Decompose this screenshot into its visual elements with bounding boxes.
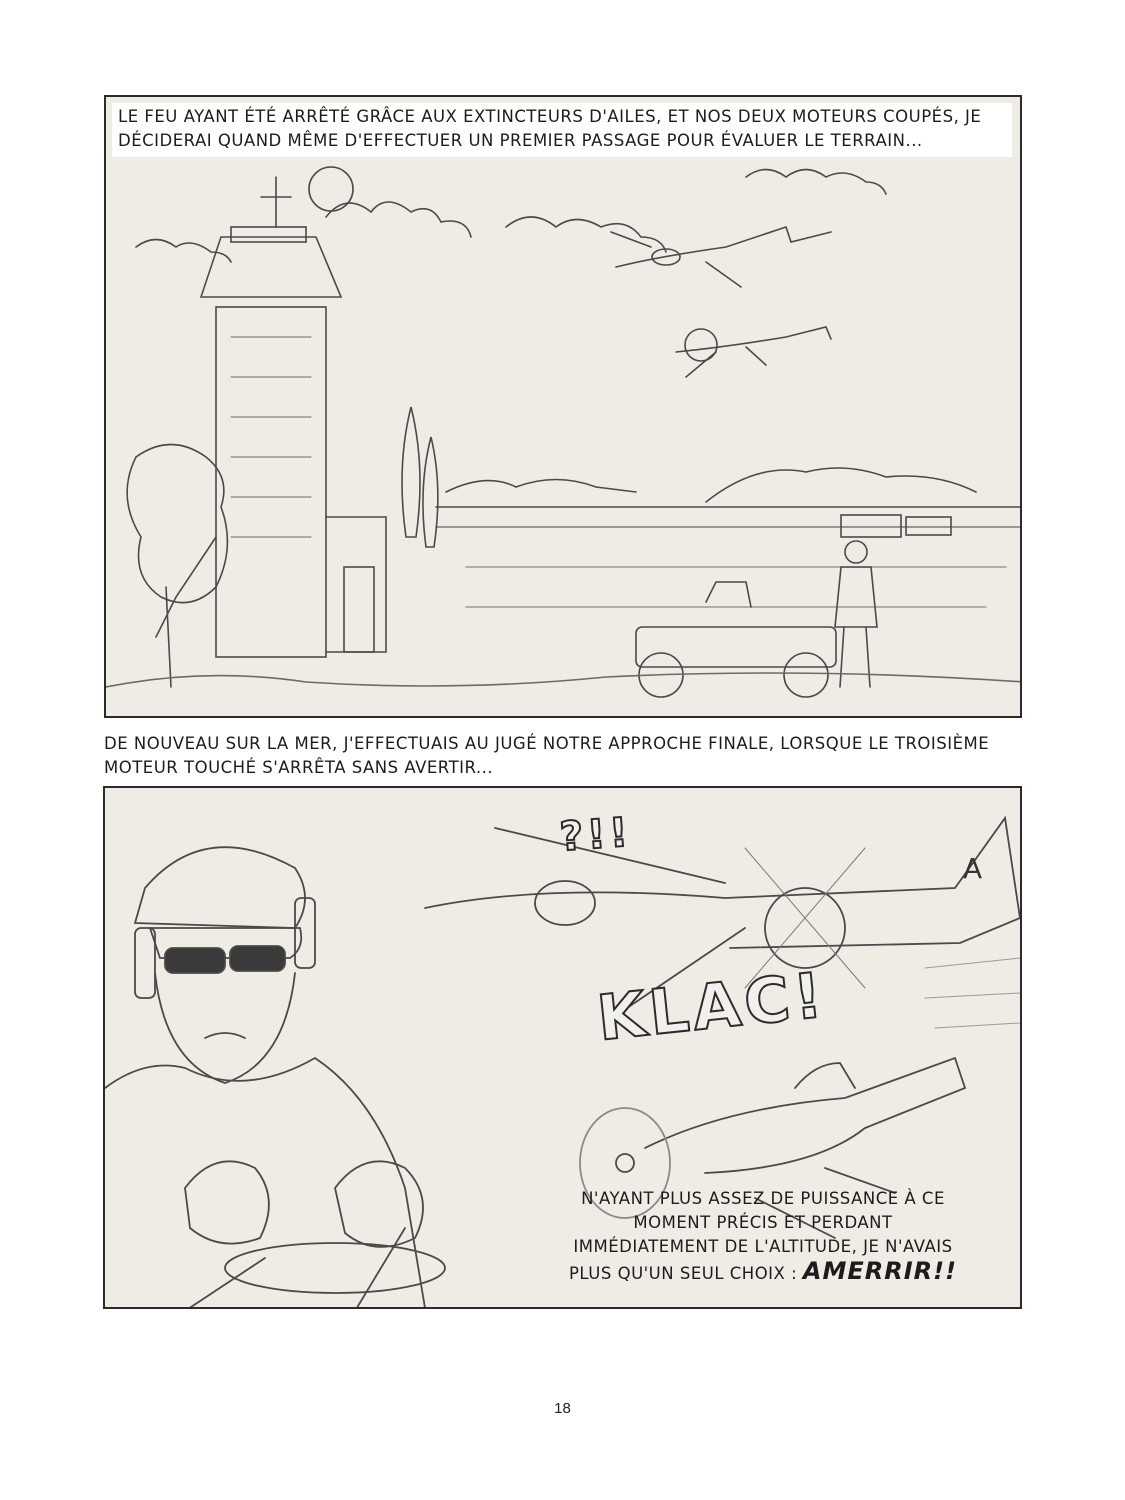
caption-emphasis: AMERRIR!! [802, 1257, 958, 1285]
airfield-drawing [106, 97, 1022, 718]
control-tower-drawing [156, 167, 386, 657]
mountain-range [446, 480, 636, 493]
sound-effect-klac: KLAC! [593, 958, 830, 1055]
sound-effect-alarm: ?!! [558, 809, 634, 861]
narration-caption-top: LE FEU AYANT ÉTÉ ARRÊTÉ GRÂCE AUX EXTINCTEURS D'AILES, ET NOS DEUX MOTEURS COUPÉS, JE DÉCIDERAI QUAND MÊME D'EFFECTUER UN PREMIER PASSAGE POUR ÉVALUER LE TERRAIN... [112, 103, 1012, 157]
page-number: 18 [554, 1400, 571, 1417]
narration-caption-bottom [563, 1187, 963, 1286]
fighter-drawing [676, 327, 831, 377]
mechanic-figure-drawing [835, 541, 877, 687]
tree-drawing [127, 445, 227, 603]
cloud-scribble [506, 217, 666, 252]
mountain-range [706, 468, 976, 502]
jeep-drawing [636, 582, 836, 697]
pilot-drawing [105, 847, 445, 1309]
svg-text:A: A [963, 852, 983, 885]
cloud-scribble [326, 202, 471, 237]
bomber-drawing [611, 227, 831, 287]
narration-caption-middle: DE NOUVEAU SUR LA MER, J'EFFECTUAIS AU JUGÉ NOTRE APPROCHE FINALE, LORSQUE LE TROISIÈME MOTEUR TOUCHÉ S'ARRÊTA SANS AVERTIR... [104, 734, 990, 777]
caption-bottom-text: N'AYANT PLUS ASSEZ DE PUISSANCE À CE MOMENT PRÉCIS ET PERDANT IMMÉDIATEMENT DE L'ALTITUDE, JE N'AVAIS PLUS QU'UN SEUL CHOIX : [568, 1189, 953, 1283]
panel-airfield [104, 95, 1022, 718]
cloud-scribble [746, 170, 886, 195]
